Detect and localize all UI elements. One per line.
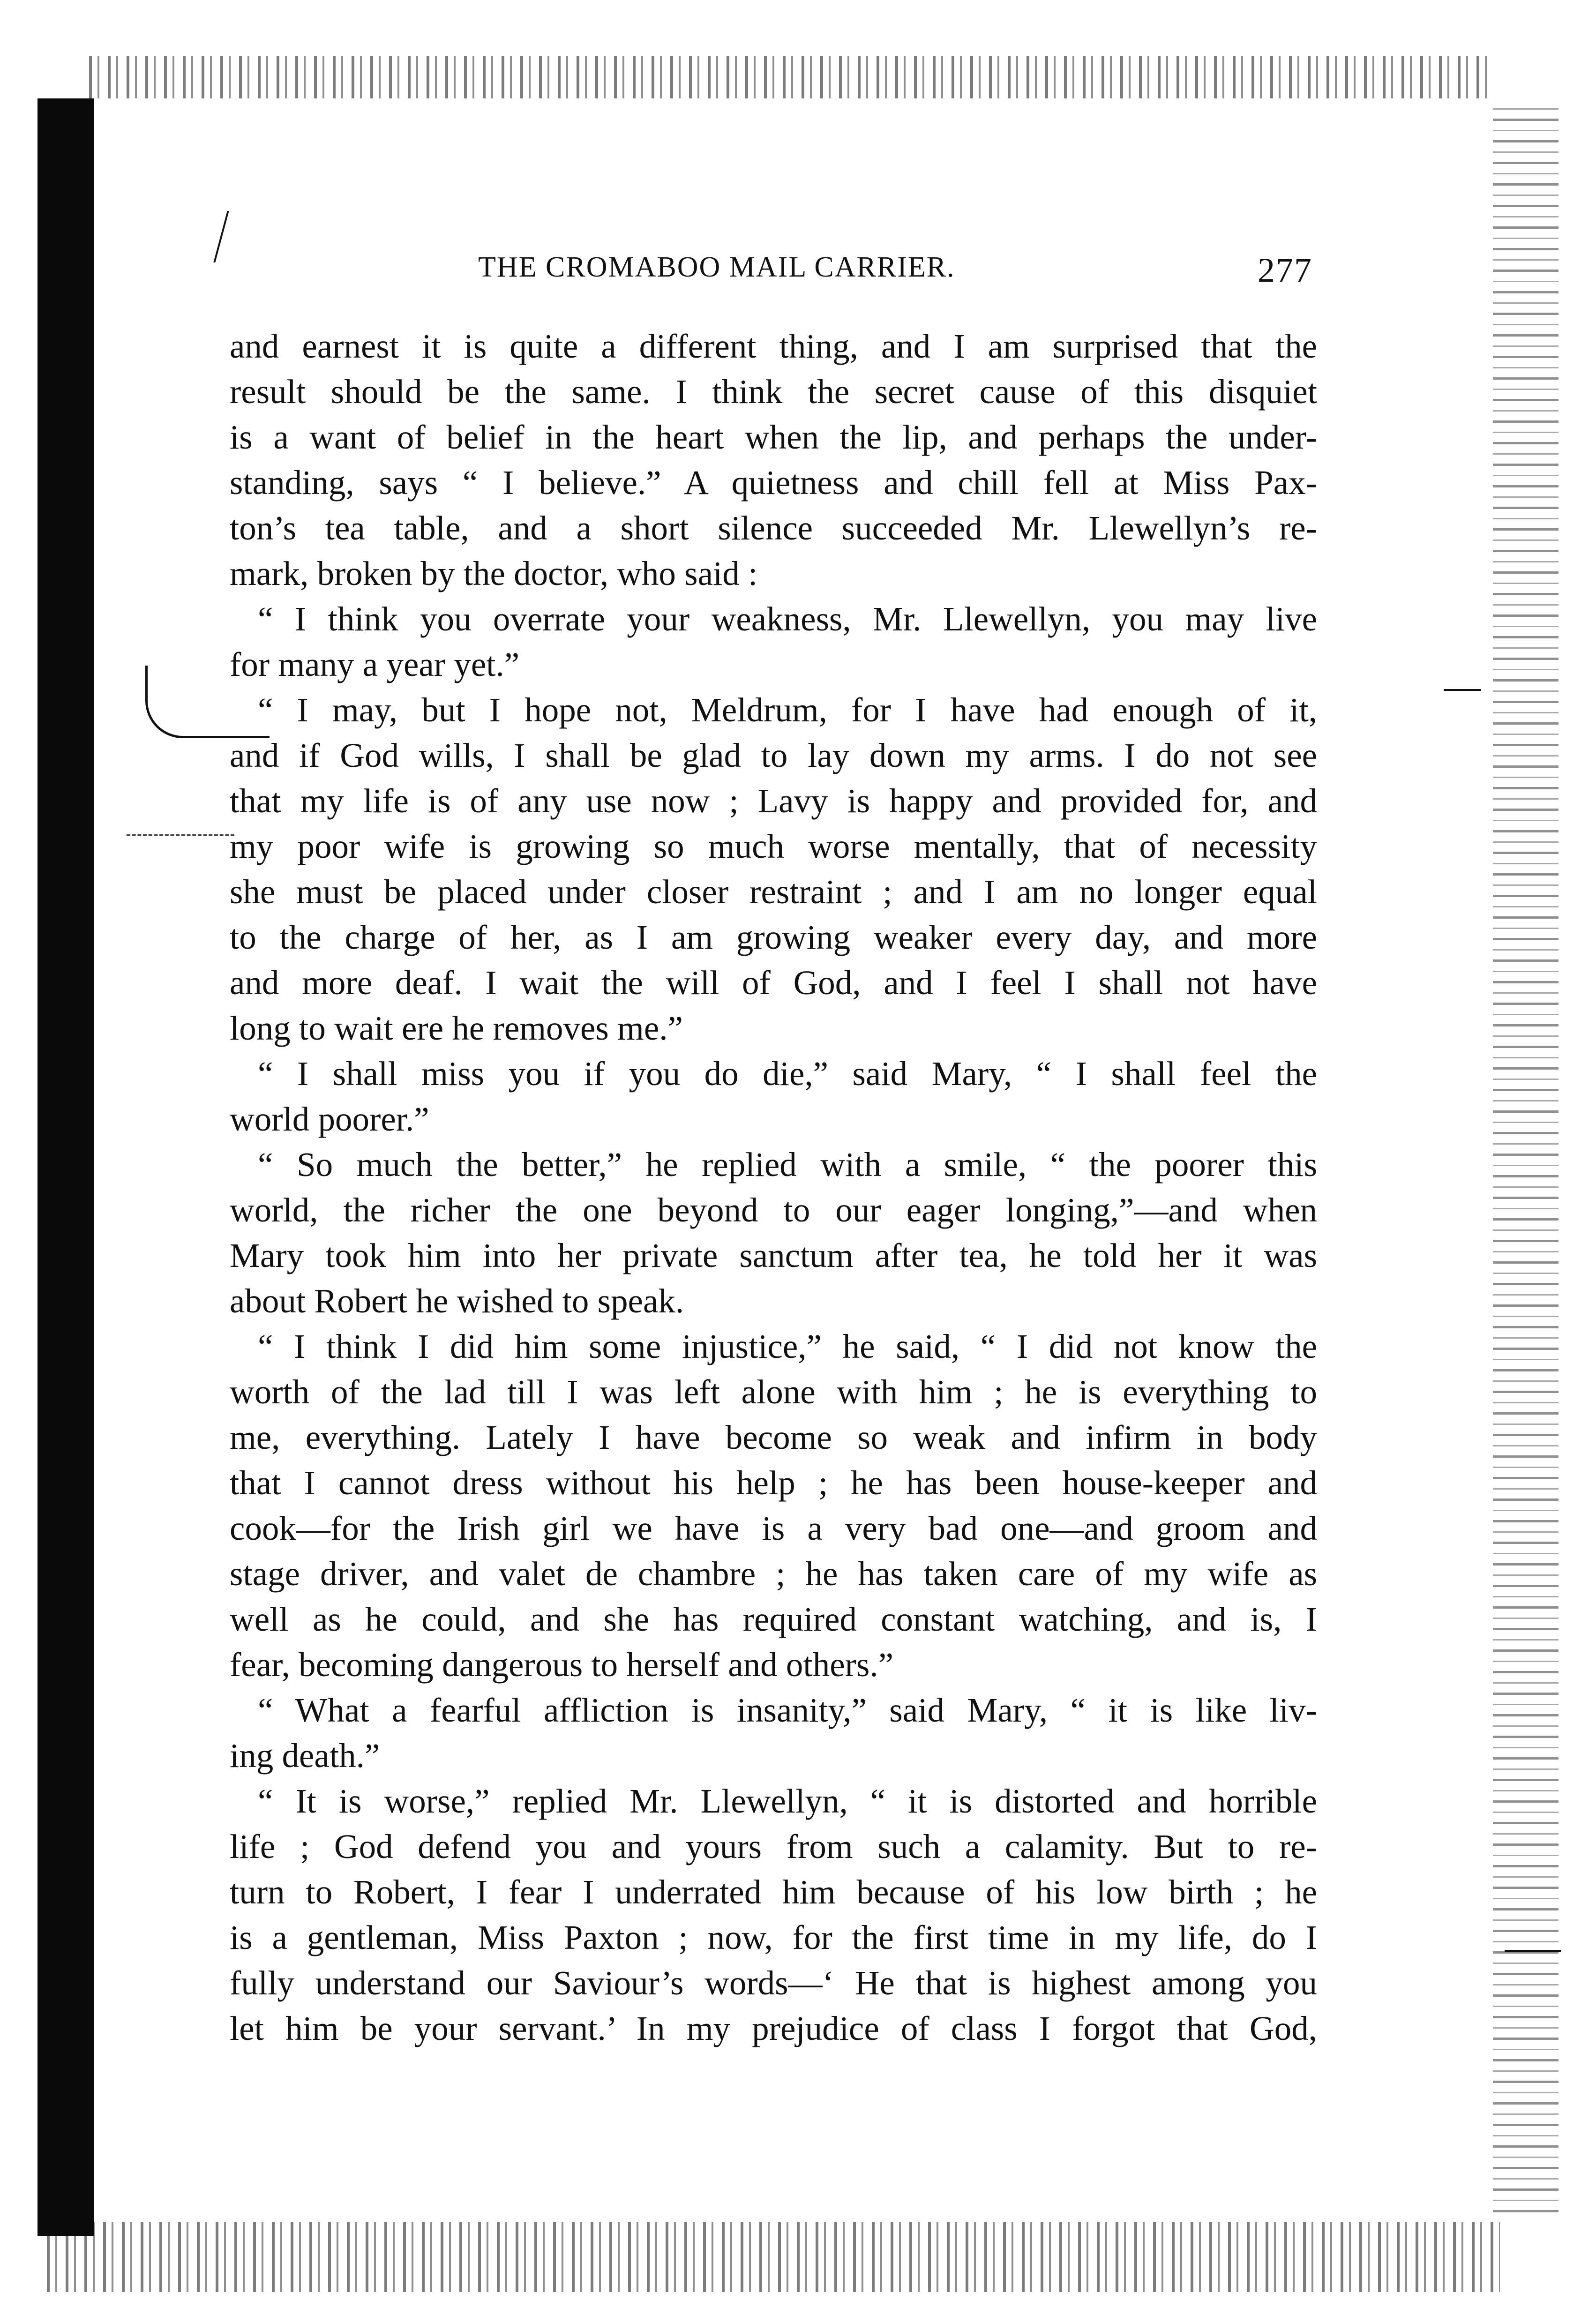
text-line: world, the richer the one beyond to our eager longing,”—and when xyxy=(230,1191,1317,1229)
page-number: 277 xyxy=(1258,251,1312,290)
scan-edge-bottom xyxy=(47,2222,1500,2292)
text-line: cook—for the Irish girl we have is a very bad one—and groom and xyxy=(230,1509,1317,1547)
text-line: and earnest it is quite a different thing, and I am surprised that the xyxy=(230,327,1317,365)
running-head-title: THE CROMABOO MAIL CARRIER. xyxy=(478,251,955,283)
text-line: let him be your servant.’ In my prejudice of class I forgot that God, xyxy=(230,2009,1317,2047)
text-line: long to wait ere he removes me.” xyxy=(230,1009,683,1047)
text-line: “ What a fearful affliction is insanity,” said Mary, “ it is like liv- xyxy=(258,1691,1317,1729)
text-line: worth of the lad till I was left alone with him ; he is everything to xyxy=(230,1373,1317,1411)
text-line: stage driver, and valet de chambre ; he has taken care of my wife as xyxy=(230,1555,1317,1593)
text-line: “ I think you overrate your weakness, Mr. Llewellyn, you may live xyxy=(258,600,1317,638)
running-head xyxy=(225,251,1312,298)
text-line: is a want of belief in the heart when the lip, and perhaps the under- xyxy=(230,418,1317,456)
text-line: Mary took him into her private sanctum after tea, he told her it was xyxy=(230,1236,1317,1274)
text-line: “ I may, but I hope not, Meldrum, for I have had enough of it, xyxy=(258,691,1317,729)
text-line: “ It is worse,” replied Mr. Llewellyn, “ it is distorted and horrible xyxy=(258,1782,1317,1820)
text-line: fully understand our Saviour’s words—‘ He that is highest among you xyxy=(230,1964,1317,2002)
text-line: “ I shall miss you if you do die,” said Mary, “ I shall feel the xyxy=(258,1055,1317,1093)
text-line: result should be the same. I think the secret cause of this disquiet xyxy=(230,373,1317,411)
text-line: fear, becoming dangerous to herself and others.” xyxy=(230,1646,893,1684)
text-line: life ; God defend you and yours from such a calamity. But to re- xyxy=(230,1828,1317,1865)
pencil-mark-right xyxy=(1444,689,1481,691)
text-line: and if God wills, I shall be glad to lay down my arms. I do not see xyxy=(230,736,1317,774)
text-line: “ I think I did him some injustice,” he said, “ I did not know the xyxy=(258,1327,1317,1365)
text-line: about Robert he wished to speak. xyxy=(230,1282,684,1320)
text-line: and more deaf. I wait the will of God, and I feel I shall not have xyxy=(230,964,1317,1002)
pencil-dash-mark xyxy=(127,834,234,836)
body-text xyxy=(230,323,1317,2051)
text-line: to the charge of her, as I am growing weaker every day, and more xyxy=(230,918,1317,956)
text-line: mark, broken by the doctor, who said : xyxy=(230,554,758,592)
scan-edge-right xyxy=(1493,103,1559,2212)
text-line: me, everything. Lately I have become so weak and infirm in body xyxy=(230,1418,1317,1456)
text-line: turn to Robert, I fear I underrated him because of his low birth ; he xyxy=(230,1873,1317,1911)
text-line: she must be placed under closer restraint ; and I am no longer equal xyxy=(230,873,1317,911)
text-line: my poor wife is growing so much worse mentally, that of necessity xyxy=(230,827,1317,865)
pencil-mark-right-lower xyxy=(1505,1950,1561,1952)
text-line: well as he could, and she has required constant watching, and is, I xyxy=(230,1600,1317,1638)
text-line: standing, says “ I believe.” A quietness and chill fell at Miss Pax- xyxy=(230,464,1317,502)
binding-shadow xyxy=(37,98,94,2236)
text-line: world poorer.” xyxy=(230,1100,429,1138)
text-line: ing death.” xyxy=(230,1737,380,1775)
text-line: is a gentleman, Miss Paxton ; now, for the first time in my life, do I xyxy=(230,1918,1317,1956)
scan-edge-top xyxy=(89,56,1495,98)
text-line: for many a year yet.” xyxy=(230,645,520,683)
text-line: that I cannot dress without his help ; he has been house-keeper and xyxy=(230,1464,1317,1502)
text-line: that my life is of any use now ; Lavy is happy and provided for, and xyxy=(230,782,1317,820)
text-line: ton’s tea table, and a short silence succeeded Mr. Llewellyn’s re- xyxy=(230,509,1317,547)
text-line: “ So much the better,” he replied with a smile, “ the poorer this xyxy=(258,1146,1317,1184)
